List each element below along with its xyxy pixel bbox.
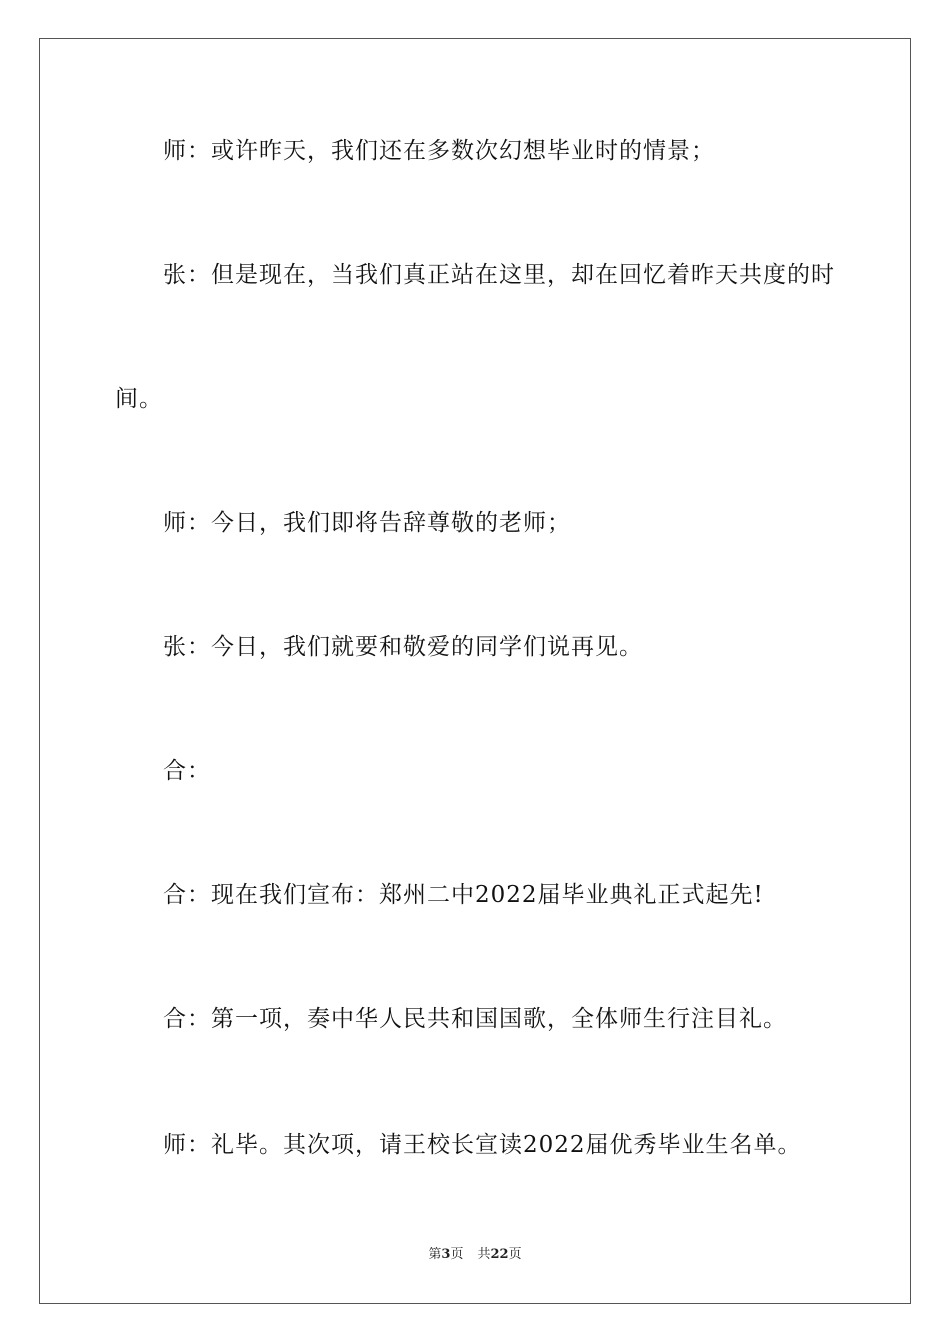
footer-page-number: 3 bbox=[441, 1247, 451, 1262]
footer-total-pages: 22 bbox=[490, 1247, 509, 1262]
paragraph-2-continuation: 间。 bbox=[115, 386, 163, 412]
paragraph-1: 师：或许昨天，我们还在多数次幻想毕业时的情景； bbox=[163, 138, 715, 164]
paragraph-4: 张：今日，我们就要和敬爱的同学们说再见。 bbox=[163, 634, 643, 660]
paragraph-8: 师：礼毕。其次项，请王校长宣读2022届优秀毕业生名单。 bbox=[163, 1132, 802, 1158]
paragraph-7: 合：第一项，奏中华人民共和国国歌，全体师生行注目礼。 bbox=[163, 1006, 787, 1032]
footer-page-prefix: 第 bbox=[428, 1247, 442, 1262]
footer-total-prefix: 共 bbox=[477, 1247, 491, 1262]
page-border bbox=[39, 38, 911, 1304]
paragraph-6: 合：现在我们宣布：郑州二中2022届毕业典礼正式起先! bbox=[163, 882, 764, 908]
footer-page-suffix: 页 bbox=[450, 1247, 464, 1262]
paragraph-3: 师：今日，我们即将告辞尊敬的老师； bbox=[163, 510, 571, 536]
paragraph-2: 张：但是现在，当我们真正站在这里，却在回忆着昨天共度的时 bbox=[163, 262, 835, 288]
page-footer bbox=[0, 1247, 950, 1263]
footer-total-suffix: 页 bbox=[508, 1247, 522, 1262]
paragraph-5: 合： bbox=[163, 758, 211, 784]
